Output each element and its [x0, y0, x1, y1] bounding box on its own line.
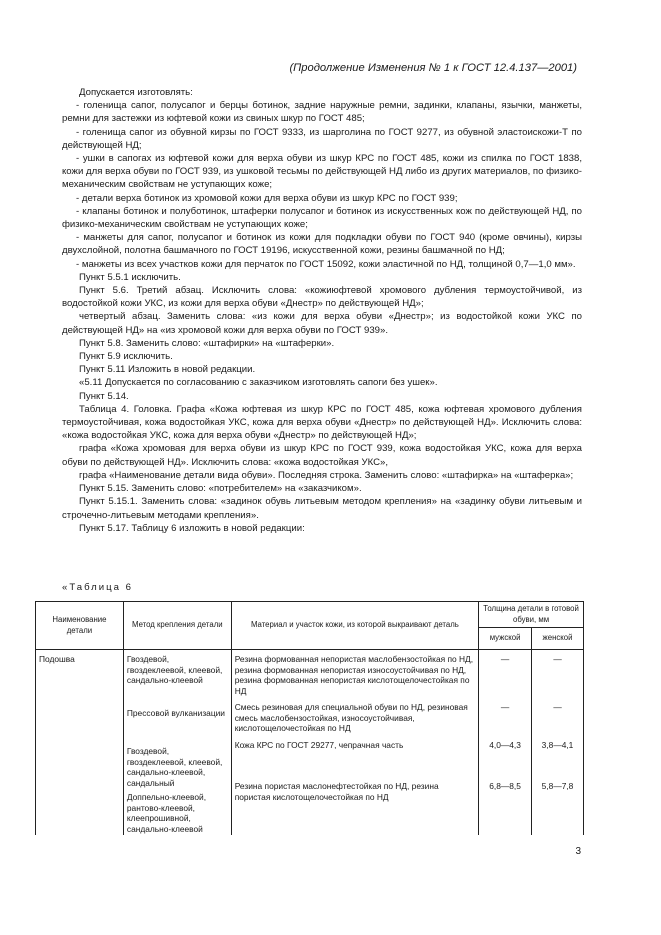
header-material: Материал и участок кожи, из которой выкраивают деталь [231, 602, 478, 650]
paragraph: Пункт 5.8. Заменить слово: «штафирки» на «штаферки». [79, 337, 335, 349]
paragraph: Пункт 5.17. Таблицу 6 изложить в новой редакции: [79, 522, 305, 534]
paragraph: - клапаны ботинок и полуботинок, штаферки полусапог и ботинок из искусственных кож по действующей НД, по физико-механическим свойствам не уступающих коже; [62, 205, 582, 231]
material-cell [231, 650, 478, 835]
paragraph: Пункт 5.11 Изложить в новой редакции. [79, 364, 256, 376]
paragraph: графа «Наименование детали вида обуви». Последняя строка. Заменить слово: «штафирка» на «штаферка»; [79, 469, 574, 481]
paragraph: Пункт 5.15. Заменить слово: «потребителем» на «заказчиком». [79, 483, 362, 495]
header-method: Метод крепления детали [123, 602, 231, 650]
paragraph: графа «Кожа хромовая для верха обуви из шкур КРС по ГОСТ 939, кожа водостойкая УКС, кожа для верха обуви по действующей НД». Исключить слова: «кожа водостойкая УКС», [62, 443, 582, 468]
paragraph: - ушки в сапогах из юфтевой кожи для верха обуви из шкур КРС по ГОСТ 485, кожи из спилка по ГОСТ 1838, кожи для верха обуви по ГОСТ 939, из ушковой тесьмы по действующей НД либо из других материалов, по физико-механическим свойствам не уступающих коже; [62, 153, 582, 191]
paragraph: - манжеты для сапог, полусапог и ботинок из кожи для подкладки обуви по ГОСТ 940 (кроме овчины), кирзы двухслойной, полотна башмачного по ГОСТ 19196, искусственной кожи, резины башмачной по НД; [62, 232, 582, 257]
material-text: Кожа КРС по ГОСТ 29277, чепрачная часть [234, 740, 404, 751]
paragraph: Пункт 5.14. [79, 390, 129, 402]
paragraph: - голенища сапог, полусапог и берцы ботинок, задние наружные ремни, задинки, клапаны, язычки, манжеты, ремни для застежки из юфтевой кожи из свиных шкур по ГОСТ 485; [62, 100, 582, 125]
paragraph: - манжеты из всех участков кожи для перчаток по ГОСТ 15092, кожи эластичной по НД, толщиной 0,7—1,0 мм». [76, 258, 576, 270]
page-header: (Продолжение Изменения № 1 к ГОСТ 12.4.137—2001) [289, 62, 577, 74]
paragraph: Таблица 4. Головка. Графа «Кожа юфтевая из шкур КРС по ГОСТ 485, кожа юфтевая хромового дубления термоустойчивая, кожа водостойкая УКС, кожа для верха обуви «Днестр» по действующей НД». Исключить слова: «кожа водостойкая УКС, кожа для верха обуви «Днестр» по действующей НД»; [62, 403, 582, 442]
table-6 [35, 601, 584, 835]
body-text [62, 86, 582, 535]
method-text: Доппельно-клеевой, рантово-клеевой, клеепрошивной, сандально-клеевой [126, 792, 207, 834]
male-value: — [500, 702, 510, 713]
header-part-name: Наименование детали [36, 602, 124, 650]
header-male: мужской [479, 628, 532, 650]
method-text: Гвоздевой, гвоздеклеевой, клеевой, сандально-клеевой [126, 654, 223, 686]
method-text: Гвоздевой, гвоздеклеевой, клеевой, сандально-клеевой, сандальный [126, 746, 223, 788]
female-thickness-cell [532, 650, 584, 835]
paragraph: «5.11 Допускается по согласованию с заказчиком изготовлять сапоги без ушек». [79, 377, 438, 389]
paragraph: - голенища сапог из обувной кирзы по ГОСТ 9333, из шарголина по ГОСТ 9277, из обувной эластоискожи-Т по действующей НД; [62, 126, 582, 151]
paragraph: Допускается изготовлять: [79, 87, 193, 98]
paragraph: Пункт 5.5.1 исключить. [79, 271, 181, 283]
female-value: — [553, 702, 562, 713]
method-cell [123, 650, 231, 835]
female-value: 3,8—4,1 [541, 740, 574, 751]
material-text: Смесь резиновая для специальной обуви по НД, резиновая смесь маслобензостойкая, износоустойчивая, кислотощелочестойкая по НД [234, 702, 468, 734]
material-text: Резина формованная непористая маслобензостойкая по НД, резина формованная непористая износоустойчивая по НД, резина формованная непористая кислотощелочестойкая по НД [234, 654, 474, 696]
male-value: — [500, 654, 510, 665]
method-text: Прессовой вулканизации [126, 708, 225, 719]
page-number: 3 [575, 846, 581, 857]
table-row [36, 650, 584, 835]
paragraph: Пункт 5.9 исключить. [79, 351, 173, 363]
paragraph: Пункт 5.6. Третий абзац. Исключить слова: «кожиюфтевой хромового дубления термоустойчивой, из водостойкой кожи УКС, из кожи для верха обуви «Днестр» по действующей НД»; [62, 285, 582, 310]
male-value: 4,0—4,3 [489, 740, 521, 751]
female-value: — [553, 654, 562, 665]
paragraph: Пункт 5.15.1. Заменить слова: «задинок обувь литьевым методом крепления» на «задинку обуви литьевым и строчечно-литьевым методами крепления». [62, 496, 582, 521]
paragraph: четвертый абзац. Заменить слова: «из кожи для верха обуви «Днестр»; из водостойкой кожи УКС по действующей НД» на «из хромовой кожи для верха обуви по ГОСТ 939». [62, 311, 582, 336]
part-name-cell: Подошва [36, 650, 124, 835]
female-value: 5,8—7,8 [541, 781, 574, 792]
table-caption: «Таблица 6 [62, 582, 133, 593]
header-female: женской [532, 628, 584, 650]
header-thickness: Толщина детали в готовой обуви, мм [479, 602, 584, 628]
male-thickness-cell [479, 650, 532, 835]
paragraph: - детали верха ботинок из хромовой кожи для верха обуви из шкур КРС по ГОСТ 939; [76, 192, 458, 204]
material-text: Резина пористая маслонефтестойкая по НД, резина пористая кислотощелочестойкая по НД [234, 781, 439, 802]
male-value: 6,8—8,5 [489, 781, 521, 792]
